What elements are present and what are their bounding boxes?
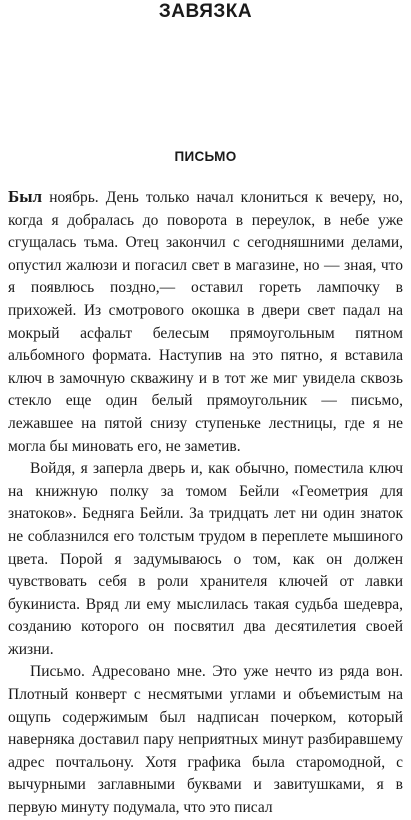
paragraph-1 xyxy=(8,186,403,458)
paragraph-1-text: ноябрь. День только начал клониться к вечеру, но, когда я добралась до поворота в переулок, в небе уже сгущалась тьма. Отец закончил с сегодняшними делами, опустил жалюзи и погасил свет в магазине, но — зная, что я появлюсь поздно,— оставил гореть лампочку в прихожей. Из смотрового окошка в двери свет падал на мокрый асфальт белесым прямоугольным пятном альбомного формата. Наступив на это пятно, я вставила ключ в замочную скважину и в тот же миг увидела сквозь стекло еще один белый прямоугольник — письмо, лежавшее на пятой снизу ступеньке лестницы, где я не могла бы миновать его, не заметив. xyxy=(8,189,403,455)
part-title: ЗАВЯЗКА xyxy=(158,1,253,22)
chapter-title: ПИСЬМО xyxy=(174,149,237,164)
paragraph-1-first-word: Был xyxy=(8,187,43,206)
paragraph-2: Войдя, я заперла дверь и, как обычно, поместила ключ на книжную полку за томом Бейли «Геометрия для знатоков». Бедняга Бейли. За тридцать лет ни один знаток не соблазнился его толстым трудом в переплете мышиного цвета. Порой я задумываюсь о том, как он должен чувствовать себя в роли хранителя ключей от лавки букиниста. Вряд ли ему мыслилась такая судьба шедевра, созданию которого он посвятил два десятилетия своей жизни. xyxy=(8,460,403,658)
chapter-body xyxy=(8,186,403,820)
paragraph-3: Письмо. Адресовано мне. Это уже нечто из ряда вон. Плотный конверт с несмятыми углами и объемистым на ощупь содержимым был надписан почерком, который наверняка доставил пару неприятных минут разбиравшему адрес почтальону. Хотя графика была старомодной, с вычурными заглавными буквами и завитушками, я в первую минуту подумала, что это писал xyxy=(8,663,403,817)
